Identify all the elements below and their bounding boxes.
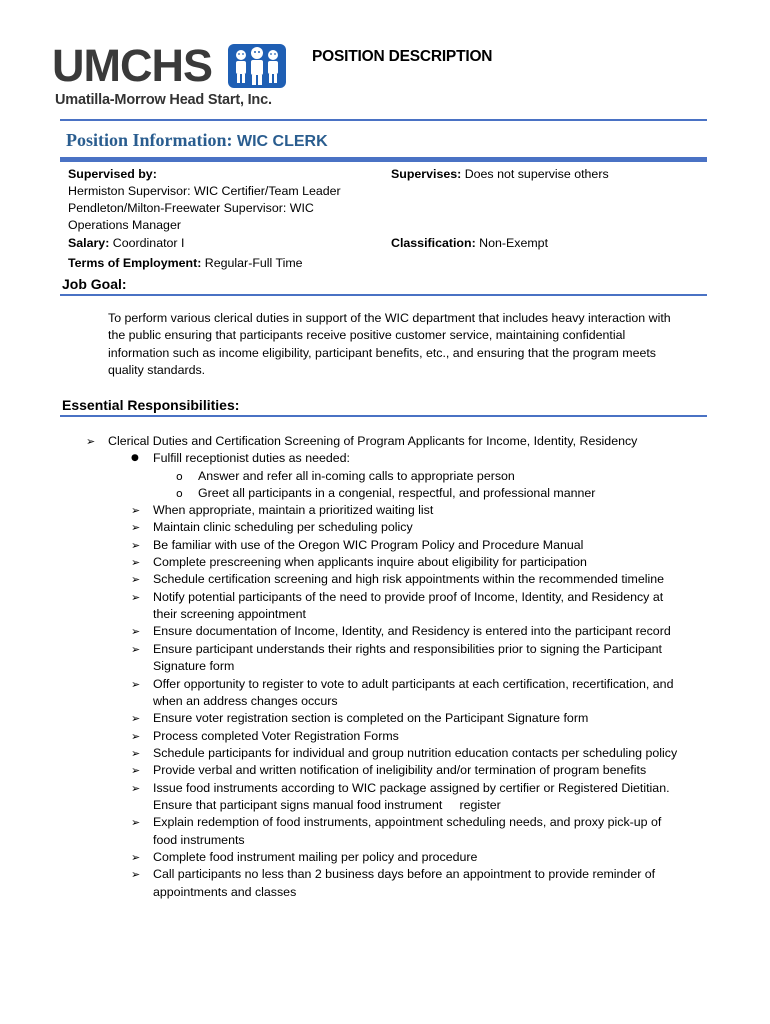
terms-value: Regular-Full Time [204,256,303,270]
salary-label: Salary: [68,236,110,250]
supervises-value: Does not supervise others [464,167,609,181]
responsibility-item: Ensure that participant signs manual food instrument register [153,797,501,812]
responsibility-item: Maintain clinic scheduling per scheduling policy [153,520,413,535]
terms-label: Terms of Employment: [68,256,202,270]
arrow-bullet-icon: ➢ [131,538,141,552]
responsibility-item: Provide verbal and written notification of ineligibility and/or termination of program benefits [153,763,647,778]
responsibility-item: Complete food instrument mailing per policy and procedure [153,850,478,864]
arrow-bullet-icon: ➢ [131,764,141,778]
arrow-bullet-icon: ➢ [131,868,141,882]
arrow-bullet-icon: ➢ [86,435,96,448]
responsibility-item: Schedule certification screening and high risk appointments within the recommended timeline [153,572,665,587]
arrow-bullet-icon: ➢ [131,556,141,570]
arrow-bullet-icon: ➢ [131,625,141,639]
bullet-icon: ● [131,453,139,463]
job-goal-line: To perform various clerical duties in support of the WIC department that includes heavy interaction with [108,311,671,325]
arrow-bullet-icon: ➢ [131,642,141,656]
responsibility-item: Explain redemption of food instruments, appointment scheduling needs, and proxy pick-up of [153,815,662,830]
classification-row [391,235,548,252]
supervised-by-line: Hermiston Supervisor: WIC Certifier/Team Leader [68,184,341,198]
responsibility-item: appointments and classes [153,884,297,899]
position-information-heading [66,130,328,151]
logo-children-icon [228,44,286,88]
classification-label: Classification: [391,236,476,250]
company-logo [52,40,292,112]
position-title: WIC CLERK [237,133,328,150]
responsibility-item: Ensure participant understands their rights and responsibilities prior to signing the Participant [153,641,662,656]
classification-value: Non-Exempt [479,236,549,250]
job-goal-line: information such as income eligibility, participant benefits, etc., and ensuring that the program meets [108,345,656,360]
supervises-label: Supervises: [391,167,462,181]
responsibility-item: when an address changes occurs [153,693,338,708]
responsibility-item: Be familiar with use of the Oregon WIC Program Policy and Procedure Manual [153,537,584,552]
responsibility-item: Schedule participants for individual and group nutrition education contacts per scheduling policy [153,745,678,760]
responsibilities-divider [60,415,707,417]
job-goal-divider [60,294,707,296]
logo-subtitle: Umatilla-Morrow Head Start, Inc. [55,92,272,108]
responsibility-item: Notify potential participants of the need to provide proof of Income, Identity, and Residency at [153,589,664,604]
sub-responsibility: Fulfill receptionist duties as needed: [153,451,350,465]
position-divider [60,157,707,162]
sub-sub-item: Greet all participants in a congenial, respectful, and professional manner [198,486,596,500]
responsibility-item: Complete prescreening when applicants inquire about eligibility for participation [153,555,587,570]
arrow-bullet-icon: ➢ [131,521,141,535]
arrow-bullet-icon: ➢ [131,504,141,517]
salary-value: Coordinator I [112,236,185,250]
arrow-bullet-icon: ➢ [131,746,141,760]
responsibility-item: Ensure documentation of Income, Identity, and Residency is entered into the participant record [153,624,671,639]
arrow-bullet-icon: ➢ [131,729,141,743]
responsibility-item: their screening appointment [153,607,306,622]
supervised-by-line: Operations Manager [68,218,181,232]
responsibility-item: Offer opportunity to register to vote to adult participants at each certification, recertification, and [153,676,674,691]
arrow-bullet-icon: ➢ [131,816,141,830]
circle-bullet-icon: o [176,487,183,500]
circle-bullet-icon: o [176,470,183,483]
arrow-bullet-icon: ➢ [131,712,141,726]
terms-row [68,255,303,272]
supervised-by-line: Pendleton/Milton-Freewater Supervisor: WIC [68,201,314,215]
responsibility-item: Call participants no less than 2 business days before an appointment to provide reminder of [153,867,656,882]
sub-sub-item: Answer and refer all in-coming calls to appropriate person [198,469,515,483]
job-goal-text [108,310,708,379]
header-divider [60,119,707,121]
responsibility-item: food instruments [153,832,245,847]
responsibility-item: Ensure voter registration section is completed on the Participant Signature form [153,711,589,726]
arrow-bullet-icon: ➢ [131,677,141,691]
responsibilities-heading: Essential Responsibilities: [62,397,240,413]
arrow-bullet-icon: ➢ [131,573,141,587]
arrow-bullet-icon: ➢ [131,851,141,864]
responsibility-item: When appropriate, maintain a prioritized waiting list [153,503,434,517]
job-goal-heading: Job Goal: [62,276,127,292]
document-title: POSITION DESCRIPTION [312,48,493,65]
job-goal-line: quality standards. [108,362,206,377]
arrow-bullet-icon: ➢ [131,590,141,604]
supervises-row [391,166,609,183]
supervised-by-label: Supervised by: [68,167,157,181]
arrow-bullet-icon: ➢ [131,781,141,795]
salary-row [68,235,184,252]
main-responsibility: Clerical Duties and Certification Screening of Program Applicants for Income, Identity, Residency [108,434,638,448]
logo-text: UMCHS [52,40,212,91]
job-goal-line: the public ensuring that participants receive positive customer service, maintaining confidential [108,328,626,343]
responsibility-item: Signature form [153,659,235,674]
responsibility-item: Issue food instruments according to WIC package assigned by certifier or Registered Dietitian. [153,780,670,795]
responsibility-item: Process completed Voter Registration Forms [153,728,399,743]
position-information-label: Position Information: [66,130,233,150]
